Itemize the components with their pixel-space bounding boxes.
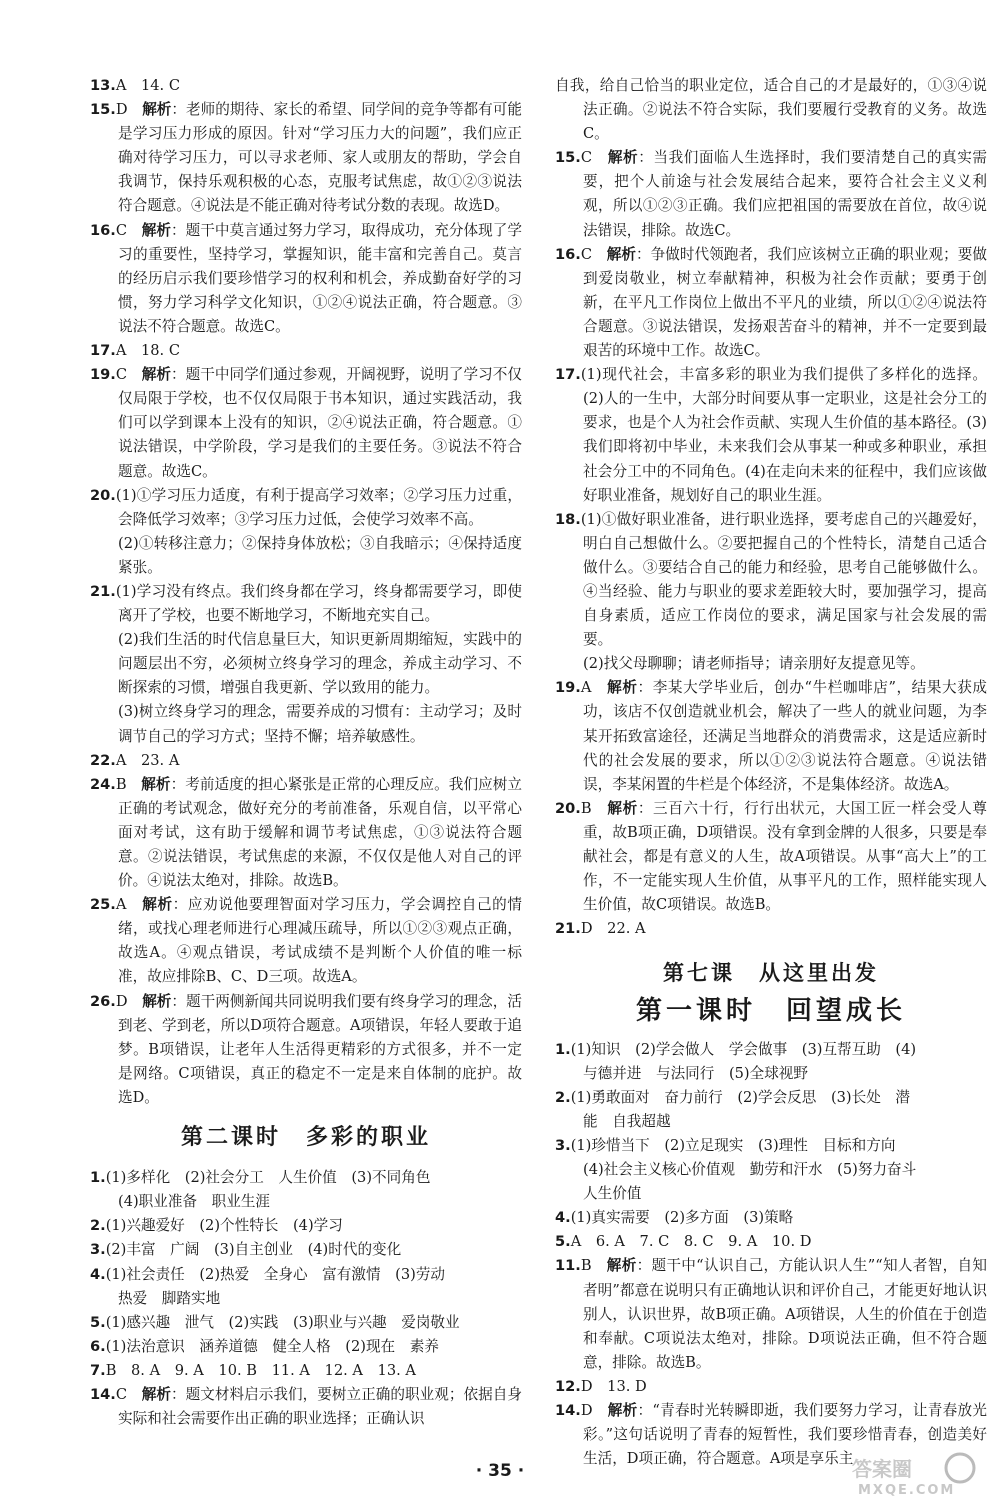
analysis-label: 解析 — [607, 799, 638, 817]
analysis-text: ：题干中“认识自己，方能认识人生”“知人者智，自知者明”都意在说明只有正确地认识和评价自己，才能更好地认识别人，认识世界，故B项正确。A项错误，人生的价值在于创造和奉献。C项说法太绝对，排除。D项说法正确，但不符合题意，排除。故选B。 — [583, 1257, 987, 1371]
answer-item — [90, 893, 522, 989]
answer-item — [90, 1335, 522, 1359]
item-text: (1)多样化 (2)社会分工 人生价值 (3)不同角色 — [105, 1169, 431, 1187]
item-text: (1)兴趣爱好 (2)个性特长 (4)学习 — [105, 1217, 343, 1235]
item-number: 17. — [555, 366, 581, 384]
svg-text:MXQE.COM: MXQE.COM — [858, 1483, 956, 1498]
item-number: 21. — [90, 582, 116, 600]
item-number: 7. — [90, 1361, 106, 1379]
left-column — [90, 74, 522, 1431]
analysis-label: 解析 — [142, 896, 173, 914]
answer-item — [90, 1263, 522, 1287]
answer-item — [555, 676, 987, 796]
analysis-label: 解析 — [606, 1257, 637, 1275]
answer-item — [555, 74, 987, 146]
answer-item — [90, 363, 522, 483]
answer-item — [555, 243, 987, 363]
analysis-text: ：题干中莫言通过努力学习，取得成功，充分体现了学习的重要性，坚持学习，掌握知识，能丰富和完善自己。莫言的经历启示我们要珍惜学习的权利和机会，养成勤奋好学的习惯，努力学习科学文化知识，①②④说法正确，符合题意。③说法不符合题意。故选C。 — [118, 221, 522, 335]
analysis-text: ：争做时代领跑者，我们应该树立正确的职业观；要做到爱岗敬业，树立奉献精神，积极为社会作贡献；要勇于创新，在平凡工作岗位上做出不平凡的业绩，所以①②④说法符合题意。③说法错误，发扬艰苦奋斗的精神，并不一定要到最艰苦的环境中工作。故选C。 — [583, 245, 987, 360]
analysis-label: 解析 — [142, 992, 172, 1010]
item-text: (1)社会责任 (2)热爱 全身心 富有激情 (3)劳动 — [105, 1265, 446, 1283]
item-text: (1)知识 (2)学会做人 学会做事 (3)互帮互助 (4) — [570, 1040, 917, 1058]
analysis-label: 解析 — [606, 245, 636, 263]
answer-item — [555, 146, 987, 242]
item-text: B 8. A 9. A 10. B 11. A 12. A 13. A — [105, 1361, 416, 1379]
item-subline: (4)职业准备 职业生涯 — [118, 1193, 271, 1211]
item-subline: 人生价值 — [583, 1185, 642, 1203]
analysis-text: ：考前适度的担心紧张是正常的心理反应。我们应树立正确的考试观念，做好充分的考前准备，乐观自信，以平常心面对考试，这有助于缓解和调节考试焦虑，①③说法符合题意。②说法错误，考试焦虑的来源，不仅仅是他人对自己的评价。④说法太绝对，排除。故选B。 — [118, 775, 522, 890]
answer-item — [90, 484, 522, 532]
answer-item — [90, 773, 522, 893]
answer-item — [90, 1214, 522, 1238]
item-number: 1. — [90, 1169, 106, 1187]
answer-item — [90, 580, 522, 628]
item-text: (1)法治意识 涵养道德 健全人格 (2)现在 素养 — [105, 1337, 439, 1355]
item-number: 2. — [90, 1217, 106, 1235]
item-text: B — [580, 799, 608, 817]
answer-item — [555, 508, 987, 653]
item-number: 4. — [555, 1209, 571, 1227]
answer-item — [555, 1086, 987, 1110]
answer-item — [555, 1375, 987, 1399]
item-text: A — [115, 896, 143, 914]
analysis-label: 解析 — [141, 775, 171, 793]
item-text: C — [580, 245, 607, 263]
item-text: D 22. A — [580, 920, 646, 938]
item-text: C — [115, 366, 142, 384]
answer-item — [555, 363, 987, 508]
answer-item — [555, 1134, 987, 1158]
answer-item — [90, 1238, 522, 1262]
item-number: 17. — [90, 342, 116, 360]
section-heading: 第一课时 回望成长 — [635, 996, 906, 1027]
analysis-text: ：三百六十行，行行出状元，大国工匠一样会受人尊重，故B项正确，D项错误。没有拿到金牌的人很多，只要是奉献社会，都是有意义的人生，故A项错误。从事“高大上”的工作，不一定能实现人生价值，从事平凡的工作，照样能实现人生价值，故C项错误。故选B。 — [583, 799, 987, 914]
item-number: 18. — [555, 510, 581, 528]
item-text: (1)①学习压力适度，有利于提高学习效率；②学习压力过重，会降低学习效率；③学习压力过低，会使学习效率不高。 — [115, 486, 522, 528]
right-column — [555, 74, 987, 1471]
item-number: 20. — [90, 486, 116, 504]
item-subline: (2)①转移注意力；②保持身体放松；③自我暗示；④保持适度紧张。 — [118, 534, 522, 576]
lesson-heading: 第七课 从这里出发 — [663, 961, 879, 986]
analysis-label: 解析 — [142, 101, 172, 119]
item-text: (1)真实需要 (2)多方面 (3)策略 — [570, 1209, 794, 1227]
page-number: · 35 · — [475, 1461, 525, 1481]
item-text: (1)感兴趣 泄气 (2)实践 (3)职业与兴趣 爱岗敬业 — [105, 1313, 460, 1331]
item-text: (1)①做好职业准备，进行职业选择，要考虑自己的兴趣爱好，明白自己想做什么。②要把握自己的个性特长，清楚自己适合做什么。③要结合自己的能力和经验，思考自己能够做什么。④当经验、能力与职业的要求差距较大时，要加强学习，提高自身素质，适应工作岗位的要求，满足国家与社会发展的需要。 — [580, 510, 987, 649]
analysis-text: ：题干两侧新闻共同说明我们要有终身学习的理念，活到老、学到老，所以D项符合题意。A项错误，年轻人要敢于追梦。B项错误，让老年人生活得更精彩的方式很多，并不一定是网络。C项错误，真正的稳定不一定是来自体制的庇护。故选D。 — [118, 992, 522, 1106]
svg-text:答案圈: 答案圈 — [852, 1457, 912, 1481]
answer-item — [555, 1230, 987, 1254]
item-number: 26. — [90, 992, 116, 1010]
answer-item — [90, 990, 522, 1110]
analysis-label: 解析 — [607, 1401, 638, 1419]
section-heading: 第二课时 多彩的职业 — [180, 1125, 431, 1151]
item-number: 14. — [555, 1401, 581, 1419]
item-number: 2. — [555, 1088, 571, 1106]
answer-item — [555, 1038, 987, 1062]
answer-item — [90, 74, 522, 98]
item-number: 1. — [555, 1040, 571, 1058]
item-number: 20. — [555, 799, 581, 817]
analysis-text: ：题干中同学们通过参观，开阔视野，说明了学习不仅仅局限于学校，也不仅仅局限于书本知识，通过实践活动，我们可以学到课本上没有的知识，②④说法正确，符合题意。①说法错误，中学阶段，学习是我们的主要任务。③说法不符合题意。故选C。 — [118, 366, 522, 480]
item-number: 19. — [555, 679, 581, 697]
item-text: C — [115, 1385, 142, 1403]
item-text: D — [115, 992, 143, 1010]
analysis-label: 解析 — [607, 149, 639, 167]
item-number: 5. — [90, 1313, 106, 1331]
analysis-label: 解析 — [607, 679, 638, 697]
item-text: A — [580, 679, 608, 697]
item-number: 16. — [555, 245, 581, 263]
analysis-text: ：当我们面临人生选择时，我们要清楚自己的真实需要，把个人前途与社会发展结合起来，要符合社会主义义利观，所以①②③正确。我们应把祖国的需要放在首位，故④说法错误，排除。故选C。 — [583, 149, 987, 239]
item-number: 11. — [555, 1257, 581, 1275]
answer-item — [90, 1166, 522, 1190]
answer-item — [90, 339, 522, 363]
item-number: 12. — [555, 1377, 581, 1395]
item-text: A 6. A 7. C 8. C 9. A 10. D — [570, 1233, 812, 1251]
item-text: A 23. A — [115, 751, 180, 769]
item-text: (1)学习没有终点。我们终身都在学习，终身都需要学习，即使离开了学校，也要不断地学习，不断地充实自己。 — [115, 582, 522, 625]
item-number: 15. — [90, 101, 116, 119]
answer-item — [90, 1311, 522, 1335]
item-number: 4. — [90, 1265, 106, 1283]
answer-item — [90, 749, 522, 773]
answer-item — [90, 1359, 522, 1383]
item-text: D 13. D — [580, 1377, 647, 1395]
item-subline: 能 自我超越 — [583, 1112, 671, 1130]
answer-item — [555, 1206, 987, 1230]
item-text: D — [115, 101, 143, 119]
item-number: 3. — [90, 1241, 106, 1259]
answer-item — [90, 219, 522, 339]
answer-item — [90, 98, 522, 218]
item-text: B — [115, 775, 142, 793]
item-number: 3. — [555, 1136, 571, 1154]
item-number: 24. — [90, 775, 116, 793]
item-subline: (2)我们生活的时代信息量巨大，知识更新周期缩短，实践中的问题层出不穷，必须树立终身学习的理念，养成主动学习、不断探索的习惯，增强自我更新、学以致用的能力。 — [118, 631, 522, 697]
item-text: D — [580, 1401, 608, 1419]
answer-item — [555, 1254, 987, 1374]
item-text: B — [580, 1257, 607, 1275]
item-number: 22. — [90, 751, 116, 769]
item-subline: (4)社会主义核心价值观 勤劳和汗水 (5)努力奋斗 — [583, 1161, 917, 1179]
answer-item — [555, 917, 987, 941]
item-number: 16. — [90, 221, 116, 239]
item-number: 25. — [90, 896, 116, 914]
item-subline: (2)找父母聊聊；请老师指导；请亲朋好友提意见等。 — [583, 655, 925, 673]
item-text: A 18. C — [115, 342, 181, 360]
watermark-logo — [850, 1452, 990, 1498]
item-text: (1)珍惜当下 (2)立足现实 (3)理性 目标和方向 — [570, 1136, 896, 1154]
item-text: (1)现代社会，丰富多彩的职业为我们提供了多样化的选择。(2)人的一生中，大部分时间要从事一定职业，这是社会分工的要求，也是个人为社会作贡献、实现人生价值的基本路径。(3)我们即将初中毕业，未来我们会从事某一种或多种职业，承担社会分工中的不同角色。(4)在走向未来的征程中，我们应该做好职业准备，规划好自己的职业生涯。 — [580, 366, 987, 504]
item-text: 自我，给自己恰当的职业定位，适合自己的才是最好的，①③④说法正确。②说法不符合实际，我们要履行受教育的义务。故选C。 — [555, 77, 987, 143]
item-text: (2)丰富 广阔 (3)自主创业 (4)时代的变化 — [105, 1241, 402, 1259]
analysis-text: ：应劝说他要理智面对学习压力，学会调控自己的情绪，或找心理老师进行心理减压疏导，所以①②③观点正确，故选A。④观点错误，考试成绩不是判断个人价值的唯一标准，故应排除B、C、D三项。故选A。 — [118, 896, 522, 986]
item-subline: 与德并进 与法同行 (5)全球视野 — [583, 1064, 808, 1082]
analysis-label: 解析 — [141, 366, 171, 384]
item-text: C — [580, 149, 608, 167]
item-text: A 14. C — [115, 77, 181, 94]
answer-item — [555, 797, 987, 917]
item-number: 21. — [555, 920, 581, 938]
item-number: 6. — [90, 1337, 106, 1355]
item-number: 5. — [555, 1233, 571, 1251]
analysis-label: 解析 — [141, 1385, 171, 1403]
analysis-label: 解析 — [141, 221, 171, 239]
analysis-text: ：老师的期待、家长的希望、同学间的竞争等都有可能是学习压力形成的原因。针对“学习压力大的问题”，我们应正确对待学习压力，可以寻求老师、家人或朋友的帮助，学会自我调节，保持乐观积极的心态，克服考试焦虑，故①②③说法符合题意。④说法是不能正确对待考试分数的表现。故选D。 — [118, 101, 522, 215]
item-text: C — [115, 221, 142, 239]
item-number: 14. — [90, 1385, 116, 1403]
item-number: 19. — [90, 366, 116, 384]
analysis-text: ：“青春时光转瞬即逝，我们要努力学习，让青春放光彩。”这句话说明了青春的短暂性，我们要珍惜青春，创造美好生活，D项正确，符合题意。A项是享乐主 — [583, 1401, 987, 1468]
analysis-text: ：李某大学毕业后，创办“牛栏咖啡店”，结果大获成功，该店不仅创造就业机会，解决了一些人的就业问题，为李某开拓致富途径，还满足当地群众的消费需求，这是适应新时代的社会发展的要求，所以①②③说法符合题意。④说法错误，李某闲置的牛栏是个体经济，不是集体经济。故选A。 — [583, 679, 987, 793]
answer-item — [90, 1383, 522, 1431]
analysis-text: ：题文材料启示我们，要树立正确的职业观；依据自身实际和社会需要作出正确的职业选择；正确认识 — [118, 1385, 522, 1428]
item-subline: (3)树立终身学习的理念，需要养成的习惯有：主动学习；及时调节自己的学习方式；坚持不懈；培养敏感性。 — [118, 703, 522, 745]
item-text: (1)勇敢面对 奋力前行 (2)学会反思 (3)长处 潜 — [570, 1088, 911, 1106]
item-number: 13. — [90, 77, 116, 94]
item-subline: 热爱 脚踏实地 — [118, 1289, 221, 1307]
item-number: 15. — [555, 149, 581, 167]
